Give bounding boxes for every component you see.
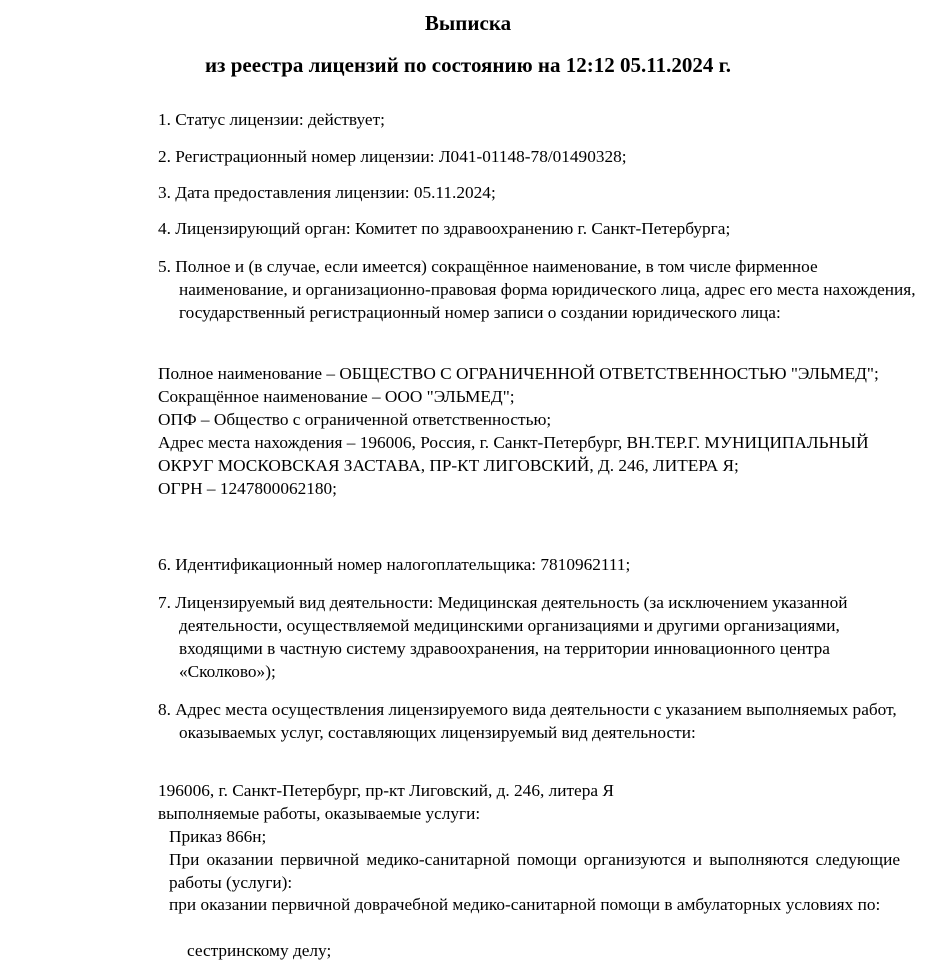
item-inn: 6. Идентификационный номер налогоплательщика: 7810962111; bbox=[158, 555, 631, 574]
organization-opf: ОПФ – Общество с ограниченной ответственностью; bbox=[158, 410, 552, 429]
item-organization-heading: 5. Полное и (в случае, если имеется) сокращённое наименование, в том числе фирменное наименование, и организационно-правовая форма юридического лица, адрес его места нахождения, государственный регистрационный номер записи о создании юридического лица: bbox=[158, 257, 916, 322]
item-license-status: 1. Статус лицензии: действует; bbox=[158, 110, 385, 129]
document-subtitle: из реестра лицензий по состоянию на 12:12 05.11.2024 г. bbox=[204, 53, 732, 77]
document-title: Выписка bbox=[424, 11, 512, 35]
prehospital-paragraph: при оказании первичной доврачебной медико-санитарной помощи в амбулаторных условиях по: bbox=[169, 895, 881, 914]
item-activity-address-heading: 8. Адрес места осуществления лицензируемого вида деятельности с указанием выполняемых работ, оказываемых услуг, составляющих лицензируемый вид деятельности: bbox=[158, 700, 897, 742]
organization-address: Адрес места нахождения – 196006, Россия, г. Санкт-Петербург, ВН.ТЕР.Г. МУНИЦИПАЛЬНЫЙ ОКРУГ МОСКОВСКАЯ ЗАСТАВА, ПР-КТ ЛИГОВСКИЙ, Д. 246, ЛИТЕРА Я; bbox=[158, 433, 869, 475]
item-registration-number: 2. Регистрационный номер лицензии: Л041-01148-78/01490328; bbox=[158, 147, 627, 166]
organization-short-name: Сокращённое наименование – ООО "ЭЛЬМЕД"; bbox=[158, 387, 515, 406]
organization-details bbox=[158, 362, 903, 500]
item-licensing-authority: 4. Лицензирующий орган: Комитет по здравоохранению г. Санкт-Петербурга; bbox=[158, 219, 731, 238]
organization-ogrn: ОГРН – 1247800062180; bbox=[158, 479, 337, 498]
order-line: Приказ 866н; bbox=[169, 827, 267, 846]
activity-address: 196006, г. Санкт-Петербург, пр-кт Лиговский, д. 246, литера Я bbox=[158, 781, 614, 800]
item-activity-type: 7. Лицензируемый вид деятельности: Медицинская деятельность (за исключением указанной деятельности, осуществляемой медицинскими организациями и другими организациями, входящими в частную систему здравоохранения, на территории инновационного центра «Сколково»); bbox=[158, 593, 848, 681]
nursing-line: сестринскому делу; bbox=[187, 941, 332, 960]
item-issue-date: 3. Дата предоставления лицензии: 05.11.2024; bbox=[158, 183, 496, 202]
works-label: выполняемые работы, оказываемые услуги: bbox=[158, 804, 481, 823]
organization-full-name: Полное наименование – ОБЩЕСТВО С ОГРАНИЧЕННОЙ ОТВЕТСТВЕННОСТЬЮ "ЭЛЬМЕД"; bbox=[158, 364, 879, 383]
primary-care-paragraph: При оказании первичной медико-санитарной помощи организуются и выполняются следующие работы (услуги): bbox=[169, 850, 900, 892]
